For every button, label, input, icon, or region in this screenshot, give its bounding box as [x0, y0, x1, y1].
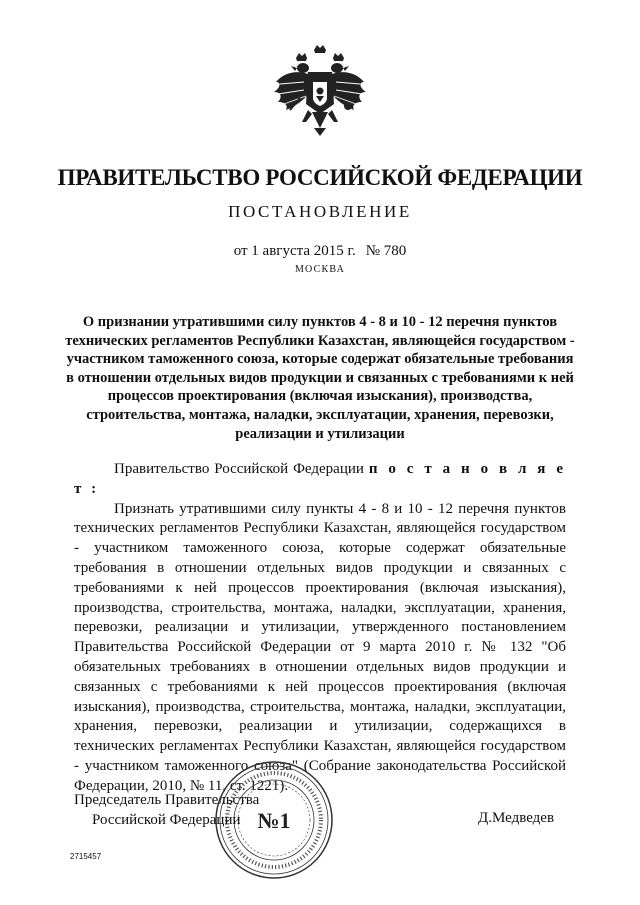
- main-paragraph: Признать утратившими силу пункты 4 - 8 и 10 - 12 перечня пунктов технических регламентов Республики Казахстан, являющейся государством - участником таможенного союза, которые содержат обязательные требования в отношении отдельных видов продукции и связанных с требованиями к ней процессов проектирования (включая изыскания), производства, строительства, монтажа, наладки, эксплуатации, хранения, перевозки, реализации и утилизации, утвержденного постановлением Правительства Российской Федерации от 9 марта 2010 г. № 132 "Об обязательных требованиях в отношении отдельных видов продукции и связанных с требованиями к ней процессов проектирования (включая изыскания), производства, строительства, монтажа, наладки, эксплуатации, хранения, перевозки, реализации и утилизации, содержащихся в технических регламентах Республики Казахстан, являющейся государством - участником таможенного союза" (Собрание законодательства Российской Федерации, 2010, № 11, ст. 1221).: [74, 500, 566, 794]
- stamp-number: №1: [257, 808, 291, 833]
- document-subject: О признании утратившими силу пунктов 4 - 8 и 10 - 12 перечня пунктов технических регламентов Республики Казахстан, являющейся государством - участником таможенного союза, которые содержат обязательные требования в отношении отдельных видов продукции и связанных с требованиями к ней процессов проектирования (включая изыскания), производства, строительства, монтажа, наладки, эксплуатации, хранения, перевозки, реализации и утилизации: [65, 314, 575, 442]
- document-city: МОСКВА: [294, 264, 346, 275]
- signature-name: Д.Медведев: [478, 810, 555, 826]
- signature-position-line2: Российской Федерации: [92, 812, 241, 828]
- government-title: ПРАВИТЕЛЬСТВО РОССИЙСКОЙ ФЕДЕРАЦИИ: [57, 165, 583, 190]
- intro-verb: п о с т а н о в л я е т :: [74, 461, 566, 497]
- double-headed-eagle-emblem-icon: [270, 44, 370, 140]
- document-kind: ПОСТАНОВЛЕНИЕ: [228, 202, 412, 221]
- intro-text: Правительство Российской Федерации: [114, 461, 364, 477]
- document-date-line: [0, 243, 640, 260]
- document-date: от 1 августа 2015 г.: [233, 243, 356, 259]
- document-id: 2715457: [70, 852, 102, 861]
- document-number: № 780: [365, 243, 407, 259]
- document-body: [74, 460, 566, 797]
- signature-position-line1: Председатель Правительства: [74, 792, 260, 808]
- intro-line: [74, 460, 566, 500]
- signature-position: [74, 790, 259, 830]
